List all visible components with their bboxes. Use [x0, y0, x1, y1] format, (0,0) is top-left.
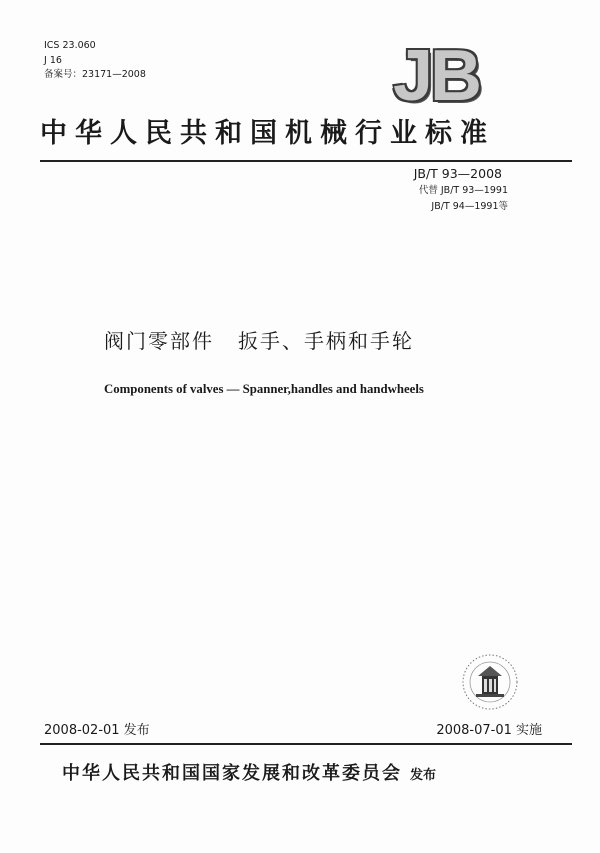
- document-title-cn: [104, 327, 414, 355]
- top-divider: [40, 160, 572, 162]
- ics-code: ICS 23.060: [44, 40, 96, 51]
- jb-logo: JB: [393, 36, 480, 116]
- publisher-verb: 发布: [410, 768, 437, 783]
- issue-date: 2008-02-01 发布: [44, 723, 150, 738]
- title-cn-part2: 扳手、手柄和手轮: [238, 329, 414, 353]
- record-number: 备案号：23171—2008: [44, 69, 146, 80]
- classification-code: J 16: [44, 55, 62, 66]
- standard-category-title: 中华人民共和国机械行业标准: [40, 118, 495, 149]
- bottom-divider: [40, 743, 572, 745]
- implementation-date: 2008-07-01 实施: [436, 723, 542, 738]
- publisher-line: [62, 762, 436, 788]
- publisher-seal-icon: [460, 652, 520, 712]
- title-cn-part1: 阀门零部件: [104, 329, 214, 353]
- replaces-line-1: 代替 JB/T 93—1991: [418, 185, 508, 196]
- document-title-en: Components of valves — Spanner,handles and handwheels: [104, 382, 424, 396]
- standard-number: JB/T 93—2008: [413, 166, 502, 181]
- replaces-line-2: JB/T 94—1991等: [431, 201, 508, 212]
- publisher-name: 中华人民共和国国家发展和改革委员会: [62, 763, 402, 784]
